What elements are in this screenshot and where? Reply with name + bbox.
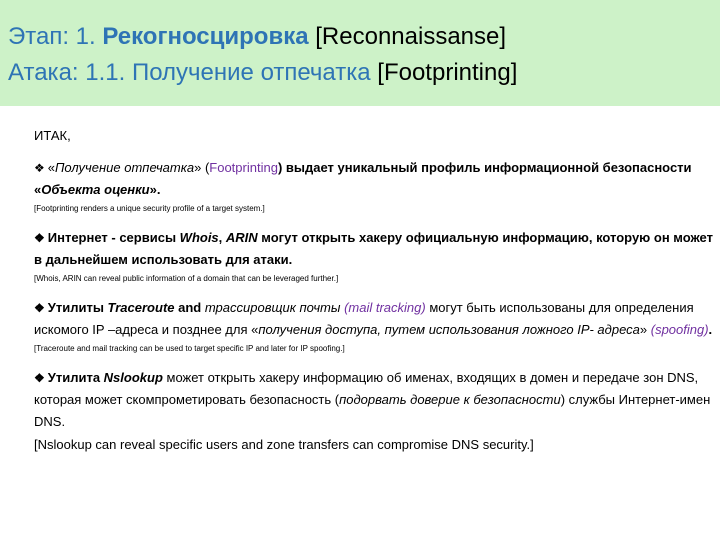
attack-prefix: Атака: 1.1. Получение отпечатка xyxy=(8,59,378,86)
stage-english: [Reconnaissanse] xyxy=(308,23,507,50)
bullet-main: ❖ Интернет - сервисы Whois, ARIN могут открыть хакеру официальную информацию, которую он может в дальнейшем использовать для атаки. xyxy=(34,230,713,267)
slide-body xyxy=(34,128,718,467)
diamond-bullet-icon: ❖ xyxy=(34,371,45,385)
bullet-main: ❖ Утилита Nslookup может открыть хакеру информацию об именах, входящих в домен и передаче зон DNS, которая может скомпрометировать безопасность (подорвать доверие к безопасности) службы Интернет-имен DNS. xyxy=(34,370,711,429)
bullet-english-note: [Nslookup can reveal specific users and zone transfers can compromise DNS security.] xyxy=(34,437,534,452)
bullet-item-footprinting xyxy=(34,157,718,215)
bullet-item-whois xyxy=(34,227,718,285)
stage-name: Рекогносцировка xyxy=(102,23,309,50)
stage-prefix: Этап: 1. xyxy=(8,23,103,50)
bullet-english-note: [Traceroute and mail tracking can be used to target specific IP and later for IP spoofing.] xyxy=(34,344,345,353)
attack-english: [Footprinting] xyxy=(377,59,518,86)
bullet-item-traceroute xyxy=(34,297,718,355)
bullet-item-nslookup xyxy=(34,367,718,455)
diamond-bullet-icon: ❖ xyxy=(34,161,45,175)
bullet-main: ❖ Утилиты Traceroute and трассировщик почты (mail tracking) могут быть использованы для определения искомого IP –адреса и позднее для «получения доступа, путем использования ложного IP- адреса» (spoofing). xyxy=(34,300,713,337)
bullet-main: ❖ «Получение отпечатка» (Footprinting) выдает уникальный профиль информационной безопасности «Объекта оценки». xyxy=(34,160,692,197)
slide-header xyxy=(0,0,720,106)
bullet-english-note: [Whois, ARIN can reveal public information of a domain that can be leveraged further.] xyxy=(34,274,339,283)
attack-title xyxy=(8,58,517,88)
bullet-english-note: [Footprinting renders a unique security profile of a target system.] xyxy=(34,204,265,213)
stage-title xyxy=(8,22,506,52)
diamond-bullet-icon: ❖ xyxy=(34,231,45,245)
intro-text: ИТАК, xyxy=(34,128,71,143)
diamond-bullet-icon: ❖ xyxy=(34,301,45,315)
